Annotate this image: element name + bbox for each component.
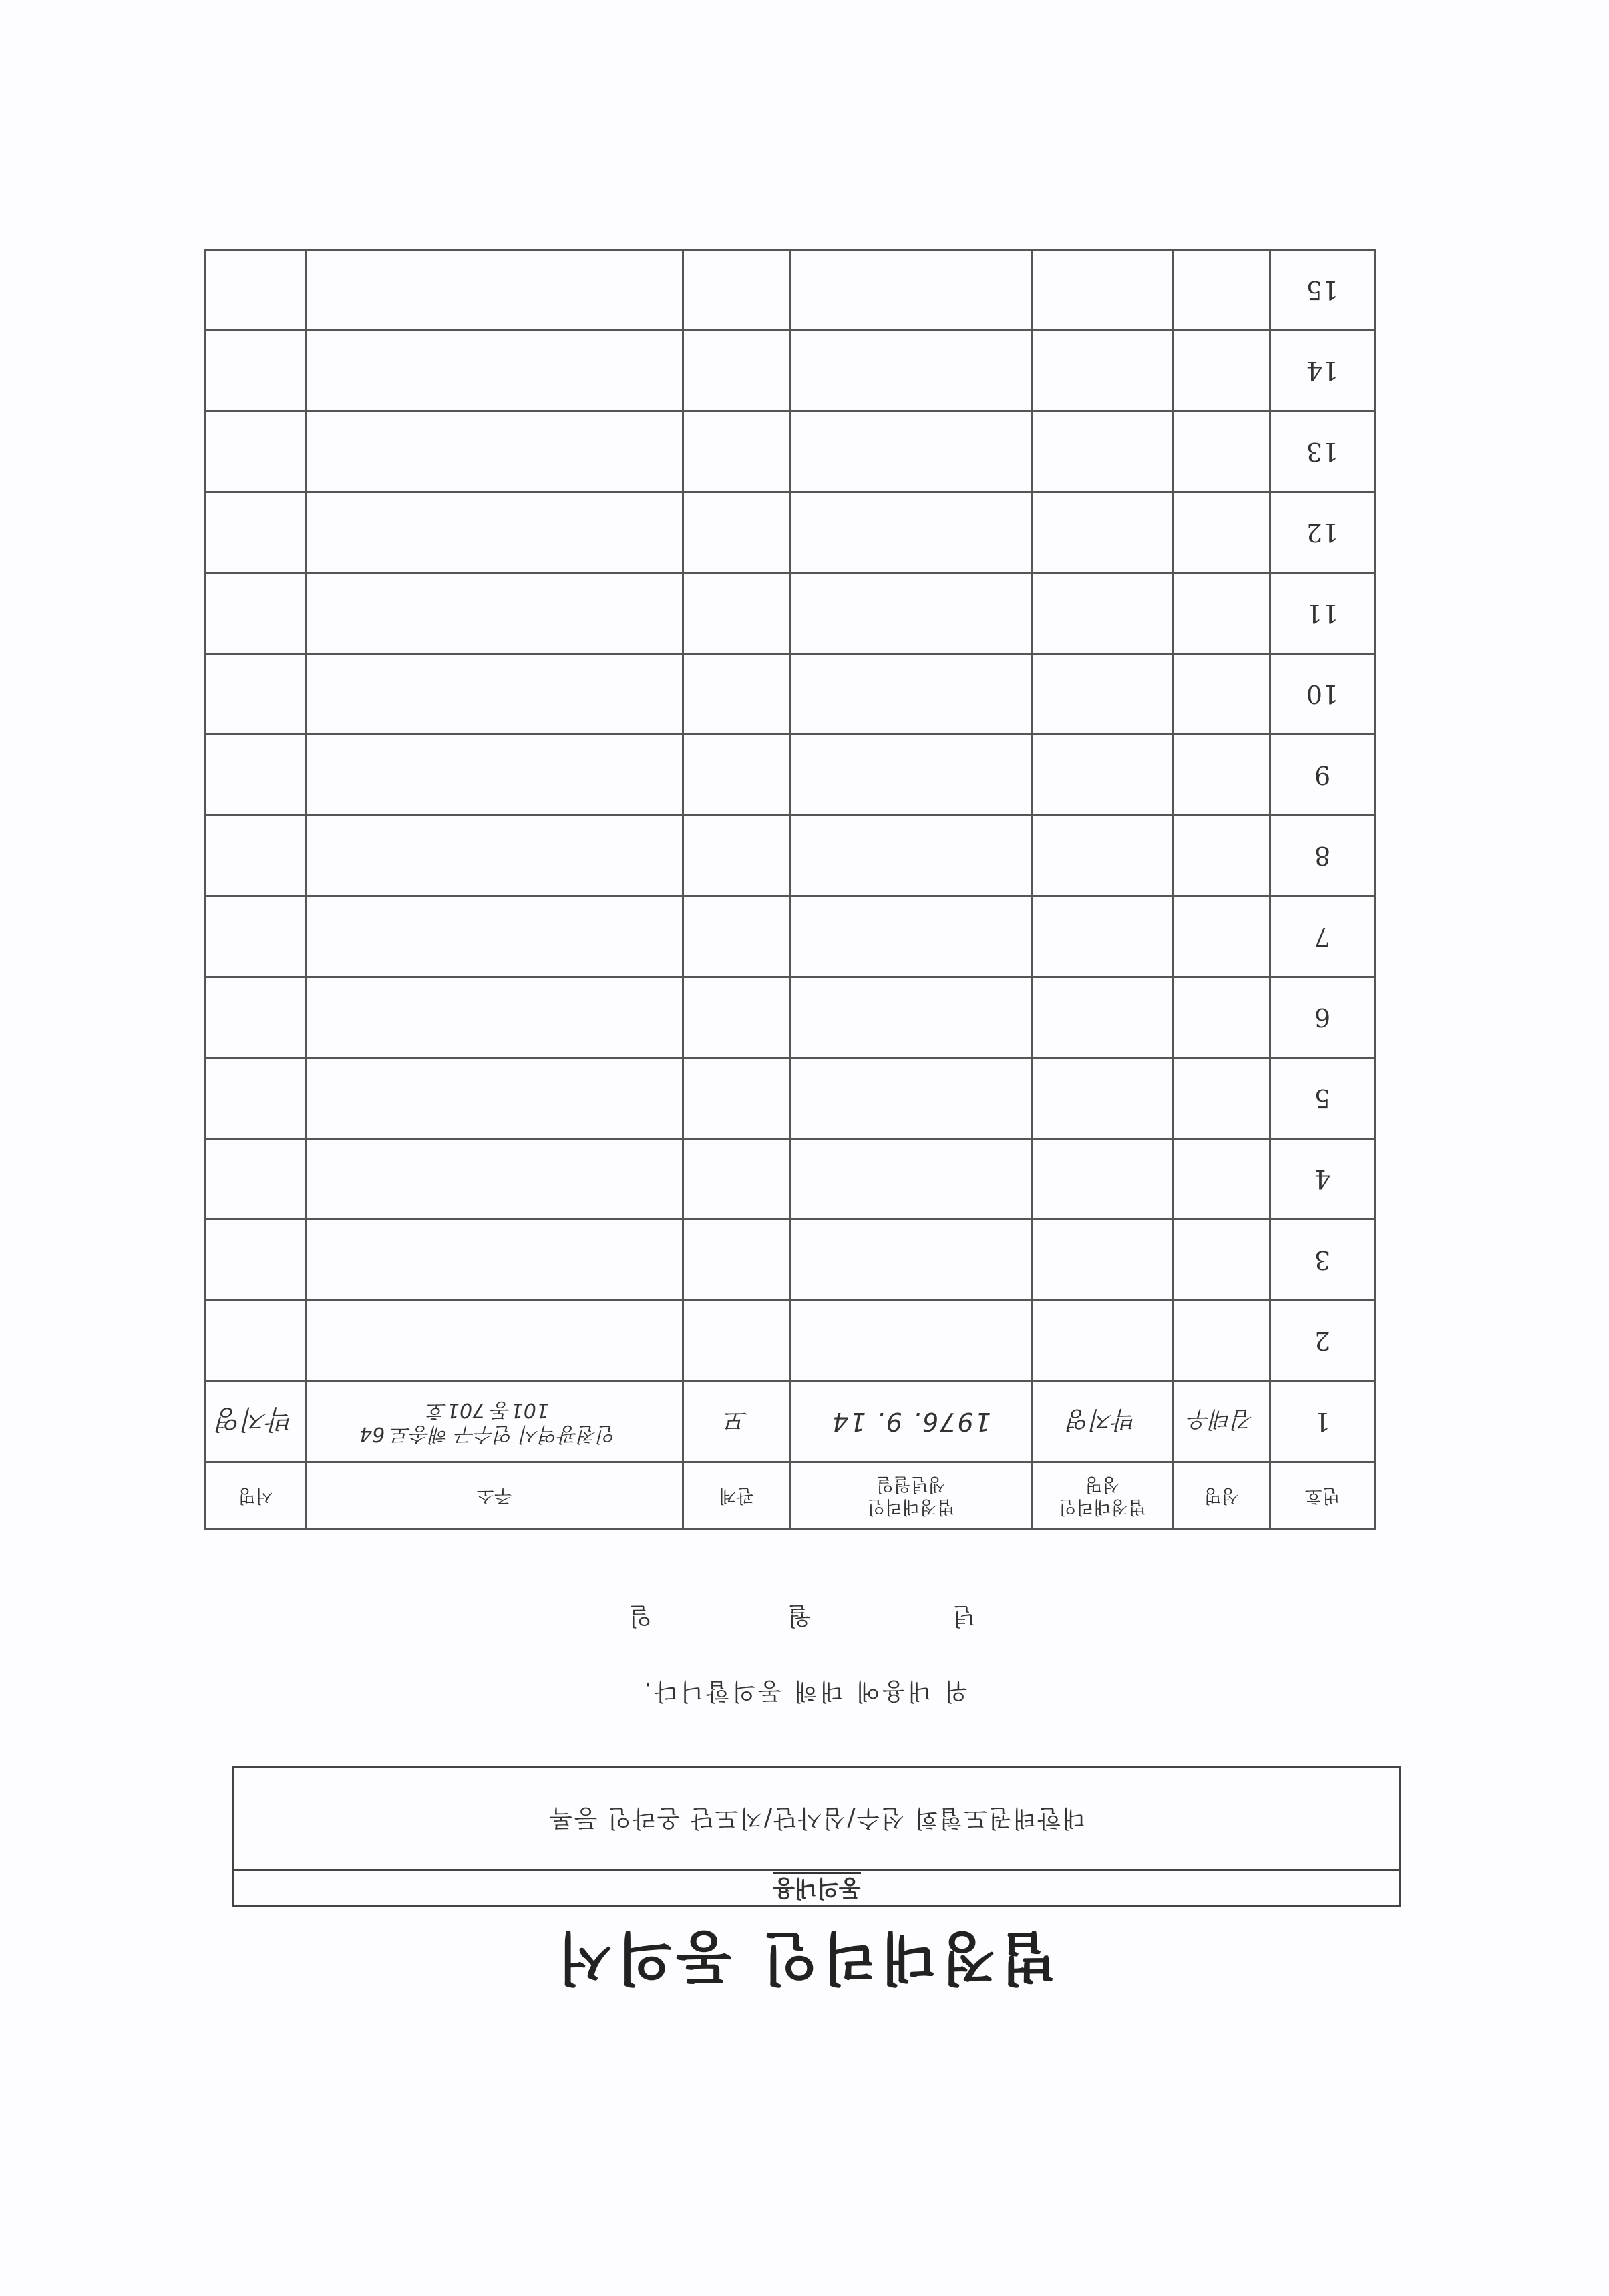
date-day-label: 일	[629, 1602, 652, 1629]
row-rep-birth	[790, 1139, 1033, 1220]
consent-content-header-text: 동의내용	[773, 1872, 860, 1901]
row-rep-birth	[790, 331, 1033, 412]
row-number: 14	[1270, 331, 1375, 412]
row-address	[306, 492, 683, 573]
row-address	[306, 1301, 683, 1381]
row-relation	[683, 492, 790, 573]
table-row	[206, 735, 1375, 816]
row-relation	[683, 977, 790, 1058]
row-signature	[206, 1220, 306, 1301]
row-signature	[206, 573, 306, 654]
row-rep-name	[1033, 654, 1173, 735]
row-rep-birth	[790, 1058, 1033, 1139]
consent-content-box	[232, 1766, 1401, 1907]
date-month-label: 월	[787, 1602, 811, 1629]
row-number: 8	[1270, 816, 1375, 896]
header-rep-name-line2: 성명	[1085, 1474, 1120, 1495]
consent-statement: 위 내용에 대해 동의합니다.	[641, 1677, 968, 1705]
row-relation	[683, 896, 790, 977]
row-address	[306, 1220, 683, 1301]
row-rep-name	[1033, 1139, 1173, 1220]
row-name	[1173, 331, 1270, 412]
guardian-roster-table	[204, 249, 1376, 1530]
row-rep-birth	[790, 250, 1033, 331]
row-relation: 모	[683, 1381, 790, 1462]
row-number: 11	[1270, 573, 1375, 654]
row-rep-birth	[790, 573, 1033, 654]
row-relation	[683, 1058, 790, 1139]
row-relation	[683, 1301, 790, 1381]
row-relation	[683, 735, 790, 816]
date-year-label: 년	[952, 1602, 976, 1629]
document-title	[0, 1921, 1609, 2004]
row-signature	[206, 896, 306, 977]
row-relation	[683, 412, 790, 492]
header-rep-name	[1033, 1462, 1173, 1529]
header-number: 번호	[1270, 1462, 1375, 1529]
title-part1: 법정대리인	[758, 1924, 1056, 1991]
header-signature: 서명	[206, 1462, 306, 1529]
row-address	[306, 1139, 683, 1220]
row-number: 10	[1270, 654, 1375, 735]
row-address	[306, 1058, 683, 1139]
table-row	[206, 412, 1375, 492]
row-address-line2: 101동 701호	[427, 1398, 550, 1422]
row-number: 9	[1270, 735, 1375, 816]
row-rep-name	[1033, 1220, 1173, 1301]
row-name	[1173, 412, 1270, 492]
row-address	[306, 896, 683, 977]
row-signature: 박지영	[206, 1381, 306, 1462]
row-address	[306, 816, 683, 896]
row-rep-name	[1033, 1301, 1173, 1381]
row-rep-birth	[790, 977, 1033, 1058]
row-rep-birth	[790, 735, 1033, 816]
row-address	[306, 977, 683, 1058]
row-name	[1173, 977, 1270, 1058]
row-rep-name	[1033, 896, 1173, 977]
row-rep-birth	[790, 816, 1033, 896]
table-row	[206, 654, 1375, 735]
row-number: 12	[1270, 492, 1375, 573]
row-rep-name	[1033, 492, 1173, 573]
row-relation	[683, 573, 790, 654]
table-row	[206, 896, 1375, 977]
row-relation	[683, 1220, 790, 1301]
table-row	[206, 1139, 1375, 1220]
table-row	[206, 331, 1375, 412]
row-rep-name	[1033, 331, 1173, 412]
row-signature	[206, 735, 306, 816]
row-number: 1	[1270, 1381, 1375, 1462]
table-header-row	[206, 1462, 1375, 1529]
table-row	[206, 977, 1375, 1058]
row-signature	[206, 250, 306, 331]
header-rep-birth-line1: 법정대리인	[867, 1496, 955, 1518]
row-address	[306, 1381, 683, 1462]
row-address	[306, 735, 683, 816]
table-row	[206, 1301, 1375, 1381]
row-name: 김태우	[1173, 1381, 1270, 1462]
row-name	[1173, 654, 1270, 735]
row-name	[1173, 1058, 1270, 1139]
row-number: 15	[1270, 250, 1375, 331]
row-address	[306, 573, 683, 654]
row-rep-name	[1033, 250, 1173, 331]
table-row	[206, 573, 1375, 654]
header-rep-birth-line2: 생년월일	[876, 1474, 946, 1495]
date-line	[0, 1601, 1609, 1635]
row-name	[1173, 1139, 1270, 1220]
row-signature	[206, 816, 306, 896]
row-name	[1173, 896, 1270, 977]
header-rep-name-line1: 법정대리인	[1059, 1496, 1146, 1518]
row-number: 7	[1270, 896, 1375, 977]
header-rep-birth	[790, 1462, 1033, 1529]
row-name	[1173, 1220, 1270, 1301]
table-row	[206, 1058, 1375, 1139]
row-name	[1173, 816, 1270, 896]
row-relation	[683, 331, 790, 412]
row-name	[1173, 573, 1270, 654]
row-number: 3	[1270, 1220, 1375, 1301]
header-relation: 관계	[683, 1462, 790, 1529]
row-rep-birth	[790, 492, 1033, 573]
row-rep-birth	[790, 412, 1033, 492]
row-relation	[683, 250, 790, 331]
row-relation	[683, 654, 790, 735]
table-row	[206, 1220, 1375, 1301]
row-name	[1173, 735, 1270, 816]
row-signature	[206, 492, 306, 573]
row-signature	[206, 412, 306, 492]
title-part2: 동의서	[553, 1924, 732, 1991]
row-address	[306, 412, 683, 492]
row-rep-name	[1033, 573, 1173, 654]
row-rep-birth: 1976. 9. 14	[790, 1381, 1033, 1462]
row-address	[306, 654, 683, 735]
row-address	[306, 250, 683, 331]
row-address	[306, 331, 683, 412]
row-relation	[683, 816, 790, 896]
row-name	[1173, 250, 1270, 331]
row-signature	[206, 654, 306, 735]
row-rep-name	[1033, 1058, 1173, 1139]
row-number: 4	[1270, 1139, 1375, 1220]
row-rep-name	[1033, 412, 1173, 492]
row-rep-name: 박지영	[1033, 1381, 1173, 1462]
row-number: 13	[1270, 412, 1375, 492]
row-relation	[683, 1139, 790, 1220]
row-number: 2	[1270, 1301, 1375, 1381]
row-signature	[206, 1058, 306, 1139]
row-rep-birth	[790, 654, 1033, 735]
table-row	[206, 492, 1375, 573]
row-rep-name	[1033, 977, 1173, 1058]
row-signature	[206, 977, 306, 1058]
row-rep-birth	[790, 896, 1033, 977]
header-address: 주소	[306, 1462, 683, 1529]
table-row	[206, 250, 1375, 331]
table-row	[206, 1381, 1375, 1462]
row-rep-name	[1033, 735, 1173, 816]
row-address-line1: 인천광역시 연수구 해송로 64	[359, 1422, 617, 1446]
row-signature	[206, 1139, 306, 1220]
row-name	[1173, 1301, 1270, 1381]
row-number: 5	[1270, 1058, 1375, 1139]
row-rep-birth	[790, 1220, 1033, 1301]
row-number: 6	[1270, 977, 1375, 1058]
row-signature	[206, 331, 306, 412]
row-name	[1173, 492, 1270, 573]
row-signature	[206, 1301, 306, 1381]
consent-content-body: 대한태권도협회 선수/심사단/지도단 온라인 등록	[548, 1804, 1086, 1832]
header-name: 성명	[1173, 1462, 1270, 1529]
table-row	[206, 816, 1375, 896]
consent-content-header	[234, 1869, 1399, 1905]
row-rep-name	[1033, 816, 1173, 896]
row-rep-birth	[790, 1301, 1033, 1381]
